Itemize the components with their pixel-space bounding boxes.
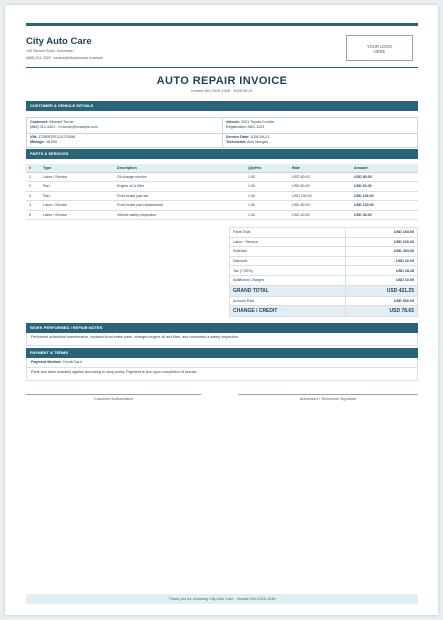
col-qty: Qty/Hrs [245,164,289,172]
row-type: Labor / Service [40,201,114,211]
totals-value: - USD 20.00 [346,256,418,266]
amount-paid-row [230,296,418,306]
row-description: Front brake pad set [114,191,245,201]
totals-value: USD 28.28 [346,266,418,276]
logo-placeholder [346,35,413,61]
row-type: Part [40,191,114,201]
payment-method-label: Payment Method: [31,360,62,364]
header-divider [26,67,418,68]
grand-total-label: GRAND TOTAL [230,285,346,296]
totals-row [230,228,418,238]
mileage-value: 48,000 [45,139,58,144]
repair-notes: Performed scheduled maintenance, replaced front brake pads, changed engine oil and filter, and completed a safety inspection. [26,333,418,346]
col-description: Description [114,164,245,172]
technician-label: Technician: [226,139,247,144]
totals-row [230,266,418,276]
top-accent-bar [26,23,418,26]
invoice-subtitle: Invoice INV-2026-1048 · 2026-09-21 [191,89,253,93]
parts-section-heading: PARTS & SERVICES [26,149,418,159]
change-credit-value: USD 78.65 [346,306,418,317]
customer-label: Customer: [30,120,49,124]
invoice-page [5,5,438,615]
amount-paid-label: Amount Paid [230,296,346,306]
table-row [26,191,418,201]
customer-cell [27,118,223,133]
row-amount: USD 80.00 [351,172,418,182]
col-type: Type [40,164,114,172]
parts-header-row [26,164,418,172]
table-row [26,172,418,182]
row-type: Part [40,182,114,192]
table-row [26,210,418,220]
payment-section-heading: PAYMENT & TERMS [26,348,418,358]
row-description: Oil change service [114,172,245,182]
invoice-title: AUTO REPAIR INVOICE [156,75,288,87]
company-contact: (888) 014-7820 · service@cityautocare.example [26,55,103,60]
row-description: Front brake pad replacement [114,201,245,211]
row-amount: USD 136.00 [351,191,418,201]
row-number: 4 [26,201,40,211]
row-description: Engine oil & filter [114,182,245,192]
row-rate: USD 40.00 [289,210,351,220]
customer-value: Michael Turner [49,120,74,124]
row-number: 1 [26,172,40,182]
row-rate: USD 80.00 [289,172,351,182]
logo-line-2: HERE [373,49,386,54]
col-amount: Amount [351,164,418,172]
row-amount: USD 40.00 [351,210,418,220]
service-cell [223,133,419,148]
totals-label: Additional Charges [230,275,346,285]
payment-method-line [27,358,417,368]
totals-label: Labor / Service [230,237,346,247]
totals-value: USD 403.00 [346,247,418,257]
totals-value: USD 193.00 [346,228,418,238]
vehicle-cell [223,118,419,133]
customer-signature-label: Customer Authorization [93,397,134,401]
totals-label: Subtotal [230,247,346,257]
registration-value: Registration: ABC-1021 [226,124,265,129]
grand-total-row [230,285,418,296]
payment-terms: Parts and labor warranty applies according to shop policy. Payment is due upon completion of service. [31,370,198,374]
totals-row [230,275,418,285]
row-rate: USD 80.00 [289,201,351,211]
row-type: Labor / Service [40,210,114,220]
mileage-label: Mileage: [30,139,45,144]
row-amount: USD 60.00 [351,182,418,192]
totals-table [229,227,418,317]
totals-value: USD 10.00 [346,275,418,285]
notes-section-heading: WORK PERFORMED / REPAIR NOTES [26,323,418,333]
row-amount: USD 120.00 [351,201,418,211]
row-qty: 1.00 [245,210,289,220]
row-qty: 1.00 [245,201,289,211]
vin-label: VIN: [30,135,38,139]
company-name: City Auto Care [26,36,92,47]
customer-section-heading: CUSTOMER & VEHICLE DETAILS [26,101,418,111]
service-date-label: Service Date: [226,135,250,139]
totals-row [230,256,418,266]
table-row [26,182,418,192]
vin-value: JTDBR32E210723456 [38,135,76,139]
payment-box [26,358,418,381]
vehicle-value: 2021 Toyota Corolla [240,120,274,124]
amount-paid-value: USD 500.00 [346,296,418,306]
company-block [26,36,103,61]
row-qty: 1.00 [245,172,289,182]
totals-label: Discount [230,256,346,266]
change-credit-label: CHANGE / CREDIT [230,306,346,317]
technician-value: Alex Morgan [247,139,268,144]
technician-signature-line [238,394,418,395]
col-number: # [26,164,40,172]
totals-label: Parts Total [230,228,346,238]
col-rate: Rate [289,164,351,172]
row-qty: 1.00 [245,191,289,201]
totals-value: USD 220.00 [346,237,418,247]
row-rate: USD 136.00 [289,191,351,201]
row-description: Vehicle safety inspection [114,210,245,220]
row-number: 2 [26,182,40,192]
customer-info-grid [26,117,418,148]
technician-signature-label: Authorized / Technician Signature [299,397,357,401]
row-number: 3 [26,191,40,201]
grand-total-value: USD 421.25 [346,285,418,296]
customer-signature-line [26,394,201,395]
row-rate: USD 60.00 [289,182,351,192]
row-type: Labor / Service [40,172,114,182]
company-address: 149 Service Road, Downtown [26,49,74,53]
customer-contact: (888) 012-4421 · m.turner@example.com [30,124,98,129]
totals-row [230,237,418,247]
table-row [26,201,418,211]
footer-note: Thank you for choosing City Auto Care · Invoice INV-2026-1048 [26,594,418,604]
logo-line-1: YOUR LOGO [366,44,393,49]
parts-table [26,164,418,220]
row-qty: 1.00 [245,182,289,192]
totals-label: Tax (7.00%) [230,266,346,276]
row-number: 5 [26,210,40,220]
totals-row [230,247,418,257]
change-credit-row [230,306,418,317]
payment-method-value: Credit Card [62,360,82,364]
vehicle-label: Vehicle: [226,120,240,124]
service-date-value: 2026-09-21 [250,135,270,139]
vin-cell [27,133,223,148]
